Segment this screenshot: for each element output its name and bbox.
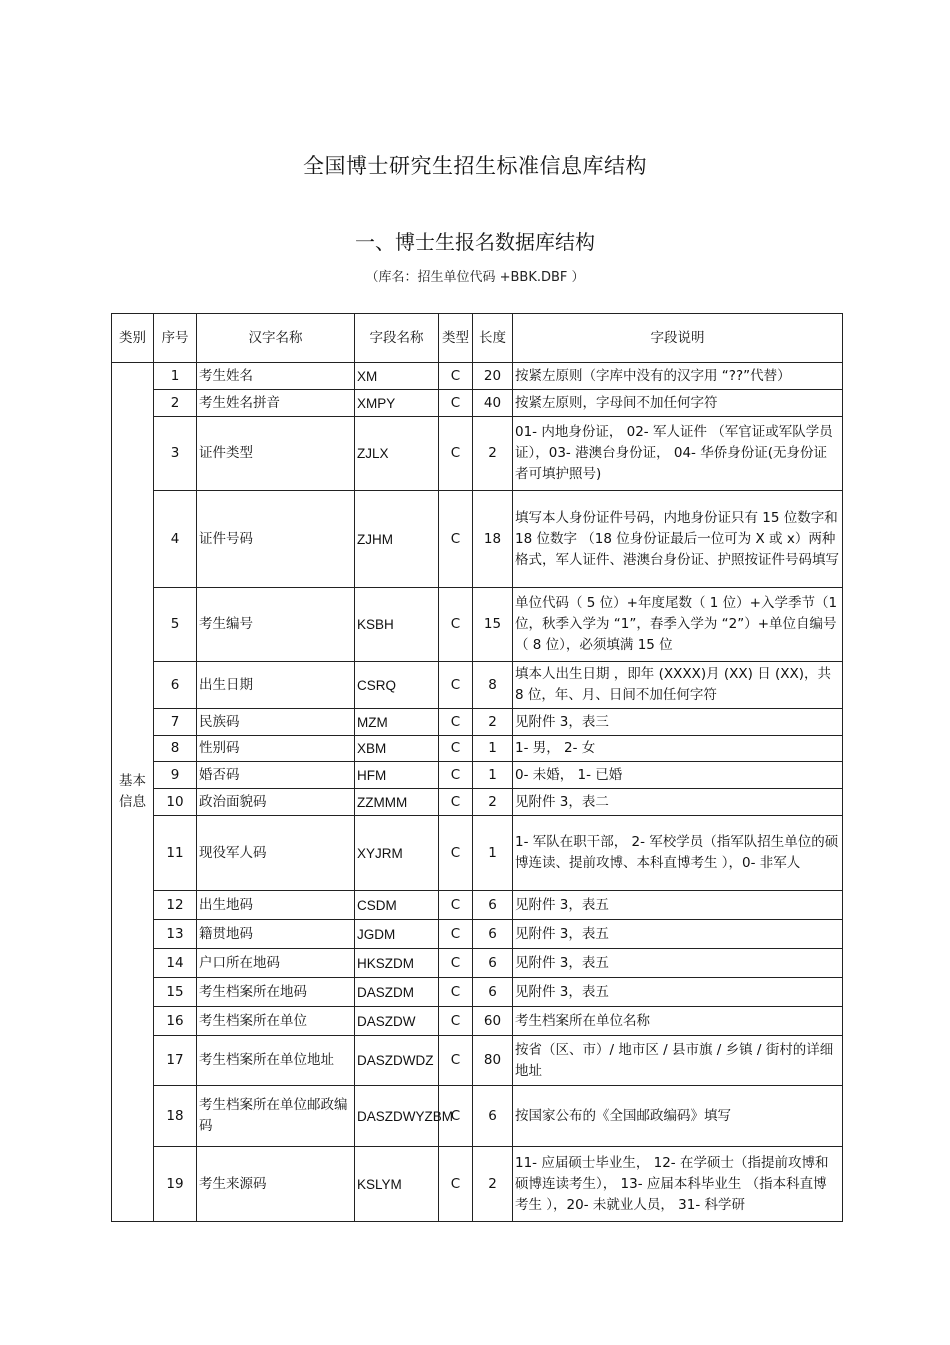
type-cell: C bbox=[439, 363, 473, 390]
length-cell: 60 bbox=[473, 1007, 513, 1036]
header-description: 字段说明 bbox=[513, 314, 843, 363]
length-cell: 80 bbox=[473, 1036, 513, 1086]
length-cell: 18 bbox=[473, 491, 513, 588]
description-cell: 填本人出生日期 ，即年 (XXXX)月 (XX) 日 (XX)，共 8 位，年、月、日间不加任何字符 bbox=[513, 662, 843, 709]
table-row bbox=[112, 1086, 843, 1147]
table-body bbox=[112, 363, 843, 1222]
header-type: 类型 bbox=[439, 314, 473, 363]
length-cell: 40 bbox=[473, 390, 513, 417]
table-row bbox=[112, 1147, 843, 1222]
field-name-cell: CSRQ bbox=[355, 662, 439, 709]
type-cell: C bbox=[439, 1007, 473, 1036]
table-row bbox=[112, 1007, 843, 1036]
header-cn-name: 汉字名称 bbox=[197, 314, 355, 363]
field-name-cell: HKSZDM bbox=[355, 949, 439, 978]
length-cell: 15 bbox=[473, 588, 513, 662]
header-category: 类别 bbox=[112, 314, 154, 363]
type-cell: C bbox=[439, 662, 473, 709]
table-row bbox=[112, 789, 843, 816]
field-name-cell: XYJRM bbox=[355, 816, 439, 891]
description-cell: 按紧左原则，字母间不加任何字符 bbox=[513, 390, 843, 417]
table-header-row bbox=[112, 314, 843, 363]
table-row bbox=[112, 390, 843, 417]
field-name-cell: ZJLX bbox=[355, 417, 439, 491]
length-cell: 6 bbox=[473, 949, 513, 978]
cn-name-cell: 考生来源码 bbox=[197, 1147, 355, 1222]
type-cell: C bbox=[439, 789, 473, 816]
type-cell: C bbox=[439, 949, 473, 978]
description-cell: 按省（区、市）/ 地市区 / 县市旗 / 乡镇 / 街村的详细地址 bbox=[513, 1036, 843, 1086]
table-row bbox=[112, 491, 843, 588]
field-name-cell: KSLYM bbox=[355, 1147, 439, 1222]
table-row bbox=[112, 363, 843, 390]
length-cell: 1 bbox=[473, 816, 513, 891]
header-seq: 序号 bbox=[154, 314, 197, 363]
table-row bbox=[112, 762, 843, 789]
description-cell: 0- 未婚， 1- 已婚 bbox=[513, 762, 843, 789]
seq-cell: 4 bbox=[154, 491, 197, 588]
header-length: 长度 bbox=[473, 314, 513, 363]
cn-name-cell: 现役军人码 bbox=[197, 816, 355, 891]
table-row bbox=[112, 891, 843, 920]
table-row bbox=[112, 1036, 843, 1086]
length-cell: 6 bbox=[473, 1086, 513, 1147]
description-cell: 见附件 3，表五 bbox=[513, 978, 843, 1007]
description-cell: 考生档案所在单位名称 bbox=[513, 1007, 843, 1036]
cn-name-cell: 政治面貌码 bbox=[197, 789, 355, 816]
type-cell: C bbox=[439, 588, 473, 662]
type-cell: C bbox=[439, 390, 473, 417]
length-cell: 2 bbox=[473, 1147, 513, 1222]
field-name-cell: CSDM bbox=[355, 891, 439, 920]
type-cell: C bbox=[439, 891, 473, 920]
description-cell: 见附件 3，表五 bbox=[513, 920, 843, 949]
description-cell: 11- 应届硕士毕业生， 12- 在学硕士（指提前攻博和硕博连读考生）， 13- 应届本科毕业生 （指本科直博考生 ），20- 未就业人员， 31- 科学研 bbox=[513, 1147, 843, 1222]
cn-name-cell: 考生姓名 bbox=[197, 363, 355, 390]
length-cell: 6 bbox=[473, 920, 513, 949]
seq-cell: 1 bbox=[154, 363, 197, 390]
field-name-cell: KSBH bbox=[355, 588, 439, 662]
cn-name-cell: 籍贯地码 bbox=[197, 920, 355, 949]
database-name-note: （库名：招生单位代码 +BBK.DBF ） bbox=[365, 270, 585, 285]
category-cell: 基本信息 bbox=[112, 363, 154, 1222]
seq-cell: 18 bbox=[154, 1086, 197, 1147]
seq-cell: 13 bbox=[154, 920, 197, 949]
type-cell: C bbox=[439, 920, 473, 949]
type-cell: C bbox=[439, 417, 473, 491]
field-name-cell: HFM bbox=[355, 762, 439, 789]
seq-cell: 15 bbox=[154, 978, 197, 1007]
cn-name-cell: 民族码 bbox=[197, 709, 355, 736]
length-cell: 2 bbox=[473, 709, 513, 736]
field-name-cell: XMPY bbox=[355, 390, 439, 417]
cn-name-cell: 证件类型 bbox=[197, 417, 355, 491]
document-title: 全国博士研究生招生标准信息库结构 bbox=[303, 154, 647, 178]
length-cell: 6 bbox=[473, 978, 513, 1007]
description-cell: 见附件 3，表三 bbox=[513, 709, 843, 736]
cn-name-cell: 证件号码 bbox=[197, 491, 355, 588]
length-cell: 1 bbox=[473, 762, 513, 789]
description-cell: 见附件 3，表二 bbox=[513, 789, 843, 816]
cn-name-cell: 考生档案所在单位邮政编码 bbox=[197, 1086, 355, 1147]
field-name-cell: XM bbox=[355, 363, 439, 390]
table-row bbox=[112, 709, 843, 736]
type-cell: C bbox=[439, 491, 473, 588]
cn-name-cell: 考生档案所在单位地址 bbox=[197, 1036, 355, 1086]
cn-name-cell: 出生日期 bbox=[197, 662, 355, 709]
seq-cell: 12 bbox=[154, 891, 197, 920]
table-row bbox=[112, 588, 843, 662]
field-name-cell: MZM bbox=[355, 709, 439, 736]
length-cell: 1 bbox=[473, 736, 513, 762]
field-name-cell: ZJHM bbox=[355, 491, 439, 588]
seq-cell: 10 bbox=[154, 789, 197, 816]
type-cell: C bbox=[439, 1086, 473, 1147]
cn-name-cell: 考生档案所在地码 bbox=[197, 978, 355, 1007]
description-cell: 见附件 3，表五 bbox=[513, 949, 843, 978]
seq-cell: 2 bbox=[154, 390, 197, 417]
description-cell: 填写本人身份证件号码，内地身份证只有 15 位数字和 18 位数字 （18 位身份证最后一位可为 X 或 x）两种格式，军人证件、港澳台身份证、护照按证件号码填写 bbox=[513, 491, 843, 588]
seq-cell: 17 bbox=[154, 1036, 197, 1086]
field-name-cell: DASZDW bbox=[355, 1007, 439, 1036]
description-cell: 见附件 3，表五 bbox=[513, 891, 843, 920]
description-cell: 1- 军队在职干部， 2- 军校学员（指军队招生单位的硕博连读、提前攻博、本科直博考生 ），0- 非军人 bbox=[513, 816, 843, 891]
cn-name-cell: 出生地码 bbox=[197, 891, 355, 920]
header-field-name: 字段名称 bbox=[355, 314, 439, 363]
description-cell: 按紧左原则（字库中没有的汉字用 “??”代替） bbox=[513, 363, 843, 390]
field-name-cell: DASZDM bbox=[355, 978, 439, 1007]
type-cell: C bbox=[439, 709, 473, 736]
cn-name-cell: 性别码 bbox=[197, 736, 355, 762]
table-row bbox=[112, 417, 843, 491]
length-cell: 2 bbox=[473, 789, 513, 816]
field-name-cell: DASZDWYZBM bbox=[355, 1086, 439, 1147]
seq-cell: 9 bbox=[154, 762, 197, 789]
table-row bbox=[112, 978, 843, 1007]
type-cell: C bbox=[439, 736, 473, 762]
type-cell: C bbox=[439, 762, 473, 789]
type-cell: C bbox=[439, 978, 473, 1007]
length-cell: 20 bbox=[473, 363, 513, 390]
type-cell: C bbox=[439, 1036, 473, 1086]
seq-cell: 3 bbox=[154, 417, 197, 491]
type-cell: C bbox=[439, 816, 473, 891]
seq-cell: 7 bbox=[154, 709, 197, 736]
cn-name-cell: 考生姓名拼音 bbox=[197, 390, 355, 417]
length-cell: 2 bbox=[473, 417, 513, 491]
section-title: 一、博士生报名数据库结构 bbox=[355, 230, 595, 254]
table-row bbox=[112, 949, 843, 978]
field-name-cell: ZZMMM bbox=[355, 789, 439, 816]
table-row bbox=[112, 920, 843, 949]
description-cell: 按国家公布的《全国邮政编码》填写 bbox=[513, 1086, 843, 1147]
cn-name-cell: 考生编号 bbox=[197, 588, 355, 662]
length-cell: 6 bbox=[473, 891, 513, 920]
description-cell: 单位代码（ 5 位）+年度尾数（ 1 位）+入学季节（1 位，秋季入学为 “1”，春季入学为 “2”）+单位自编号（ 8 位），必须填满 15 位 bbox=[513, 588, 843, 662]
field-name-cell: JGDM bbox=[355, 920, 439, 949]
cn-name-cell: 考生档案所在单位 bbox=[197, 1007, 355, 1036]
field-name-cell: DASZDWDZ bbox=[355, 1036, 439, 1086]
length-cell: 8 bbox=[473, 662, 513, 709]
seq-cell: 5 bbox=[154, 588, 197, 662]
seq-cell: 16 bbox=[154, 1007, 197, 1036]
seq-cell: 19 bbox=[154, 1147, 197, 1222]
type-cell: C bbox=[439, 1147, 473, 1222]
field-structure-table bbox=[111, 313, 843, 1222]
seq-cell: 14 bbox=[154, 949, 197, 978]
table-row bbox=[112, 662, 843, 709]
seq-cell: 6 bbox=[154, 662, 197, 709]
description-cell: 01- 内地身份证， 02- 军人证件 （军官证或军队学员证），03- 港澳台身份证， 04- 华侨身份证(无身份证者可填护照号) bbox=[513, 417, 843, 491]
table-row bbox=[112, 816, 843, 891]
seq-cell: 8 bbox=[154, 736, 197, 762]
cn-name-cell: 婚否码 bbox=[197, 762, 355, 789]
field-name-cell: XBM bbox=[355, 736, 439, 762]
seq-cell: 11 bbox=[154, 816, 197, 891]
table-row bbox=[112, 736, 843, 762]
cn-name-cell: 户口所在地码 bbox=[197, 949, 355, 978]
description-cell: 1- 男， 2- 女 bbox=[513, 736, 843, 762]
